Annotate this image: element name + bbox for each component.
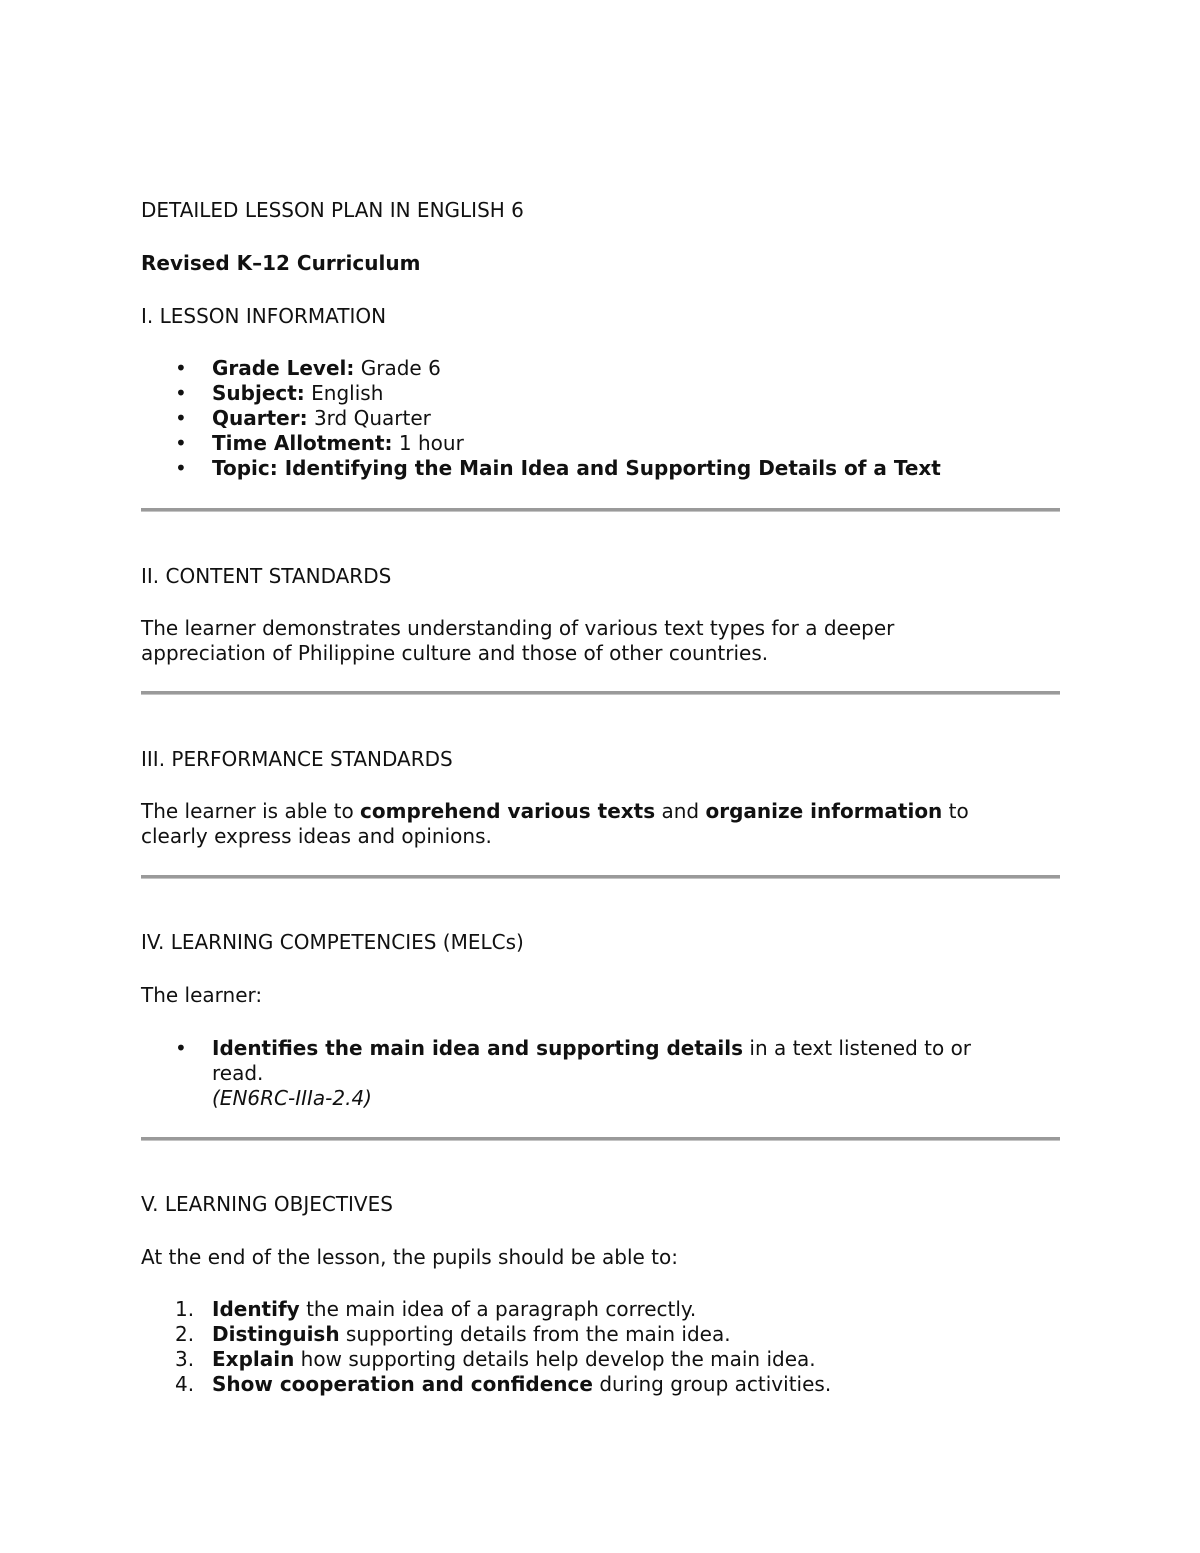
list-item — [141, 1347, 1060, 1372]
text-run: during group activities. — [592, 1372, 832, 1396]
bold-run: comprehend various texts — [360, 799, 656, 823]
section-heading-performance-standards: III. PERFORMANCE STANDARDS — [141, 747, 453, 771]
list-item-continuation: read. — [212, 1061, 264, 1085]
item-label: Grade Level: — [212, 356, 355, 380]
list-item — [141, 406, 1060, 431]
competencies-list — [141, 1036, 1060, 1111]
text-run: and — [655, 799, 706, 823]
item-number: 3. — [175, 1347, 195, 1371]
competencies-intro: The learner: — [141, 983, 263, 1007]
bullet-icon: • — [175, 1036, 187, 1060]
item-label: Topic: Identifying the Main Idea and Supporting Details of a Text — [212, 456, 941, 480]
text-run: to — [942, 799, 969, 823]
bold-run: Identifies the main idea and supporting details — [212, 1036, 744, 1060]
objectives-list — [141, 1297, 1060, 1397]
bold-run: Explain — [212, 1347, 295, 1371]
text-run: how supporting details help develop the main idea. — [294, 1347, 816, 1371]
list-item — [141, 1036, 1060, 1061]
text-run: The learner is able to — [141, 799, 361, 823]
horizontal-rule — [141, 1137, 1060, 1141]
text-run: the main idea of a paragraph correctly. — [299, 1297, 697, 1321]
item-value: 1 hour — [392, 431, 464, 455]
bullet-icon: • — [175, 356, 187, 380]
item-value: 3rd Quarter — [307, 406, 431, 430]
horizontal-rule — [141, 508, 1060, 512]
bold-run: Identify — [212, 1297, 300, 1321]
item-value: English — [304, 381, 384, 405]
text-run: supporting details from the main idea. — [339, 1322, 731, 1346]
item-value: Grade 6 — [354, 356, 441, 380]
bullet-icon: • — [175, 406, 187, 430]
section-heading-lesson-information: I. LESSON INFORMATION — [141, 304, 387, 328]
horizontal-rule — [141, 691, 1060, 695]
bold-run: Show cooperation and confidence — [212, 1372, 593, 1396]
content-standards-line-1: The learner demonstrates understanding of various text types for a deeper — [141, 616, 895, 640]
section-heading-learning-objectives: V. LEARNING OBJECTIVES — [141, 1192, 393, 1216]
performance-standards-line-1 — [141, 799, 969, 824]
bullet-icon: • — [175, 381, 187, 405]
list-item — [141, 381, 1060, 406]
bold-run: organize information — [705, 799, 943, 823]
list-item — [141, 456, 1060, 481]
item-number: 1. — [175, 1297, 195, 1321]
list-item — [141, 1372, 1060, 1397]
list-item — [141, 1322, 1060, 1347]
bullet-icon: • — [175, 431, 187, 455]
item-label: Subject: — [212, 381, 305, 405]
performance-standards-line-2: clearly express ideas and opinions. — [141, 824, 492, 848]
list-item — [141, 431, 1060, 456]
text-run: in a text listened to or — [743, 1036, 972, 1060]
section-heading-learning-competencies: IV. LEARNING COMPETENCIES (MELCs) — [141, 930, 524, 954]
item-number: 2. — [175, 1322, 195, 1346]
item-label: Quarter: — [212, 406, 308, 430]
lesson-information-list — [141, 356, 1060, 481]
content-standards-line-2: appreciation of Philippine culture and those of other countries. — [141, 641, 769, 665]
bold-run: Distinguish — [212, 1322, 340, 1346]
horizontal-rule — [141, 875, 1060, 879]
item-label: Time Allotment: — [212, 431, 393, 455]
list-item — [141, 356, 1060, 381]
item-number: 4. — [175, 1372, 195, 1396]
list-item — [141, 1297, 1060, 1322]
section-heading-content-standards: II. CONTENT STANDARDS — [141, 564, 392, 588]
competency-code: (EN6RC-IIIa-2.4) — [212, 1086, 372, 1110]
objectives-intro: At the end of the lesson, the pupils should be able to: — [141, 1245, 678, 1269]
bullet-icon: • — [175, 456, 187, 480]
document-title: DETAILED LESSON PLAN IN ENGLISH 6 — [141, 198, 524, 222]
document-subtitle: Revised K–12 Curriculum — [141, 251, 421, 275]
